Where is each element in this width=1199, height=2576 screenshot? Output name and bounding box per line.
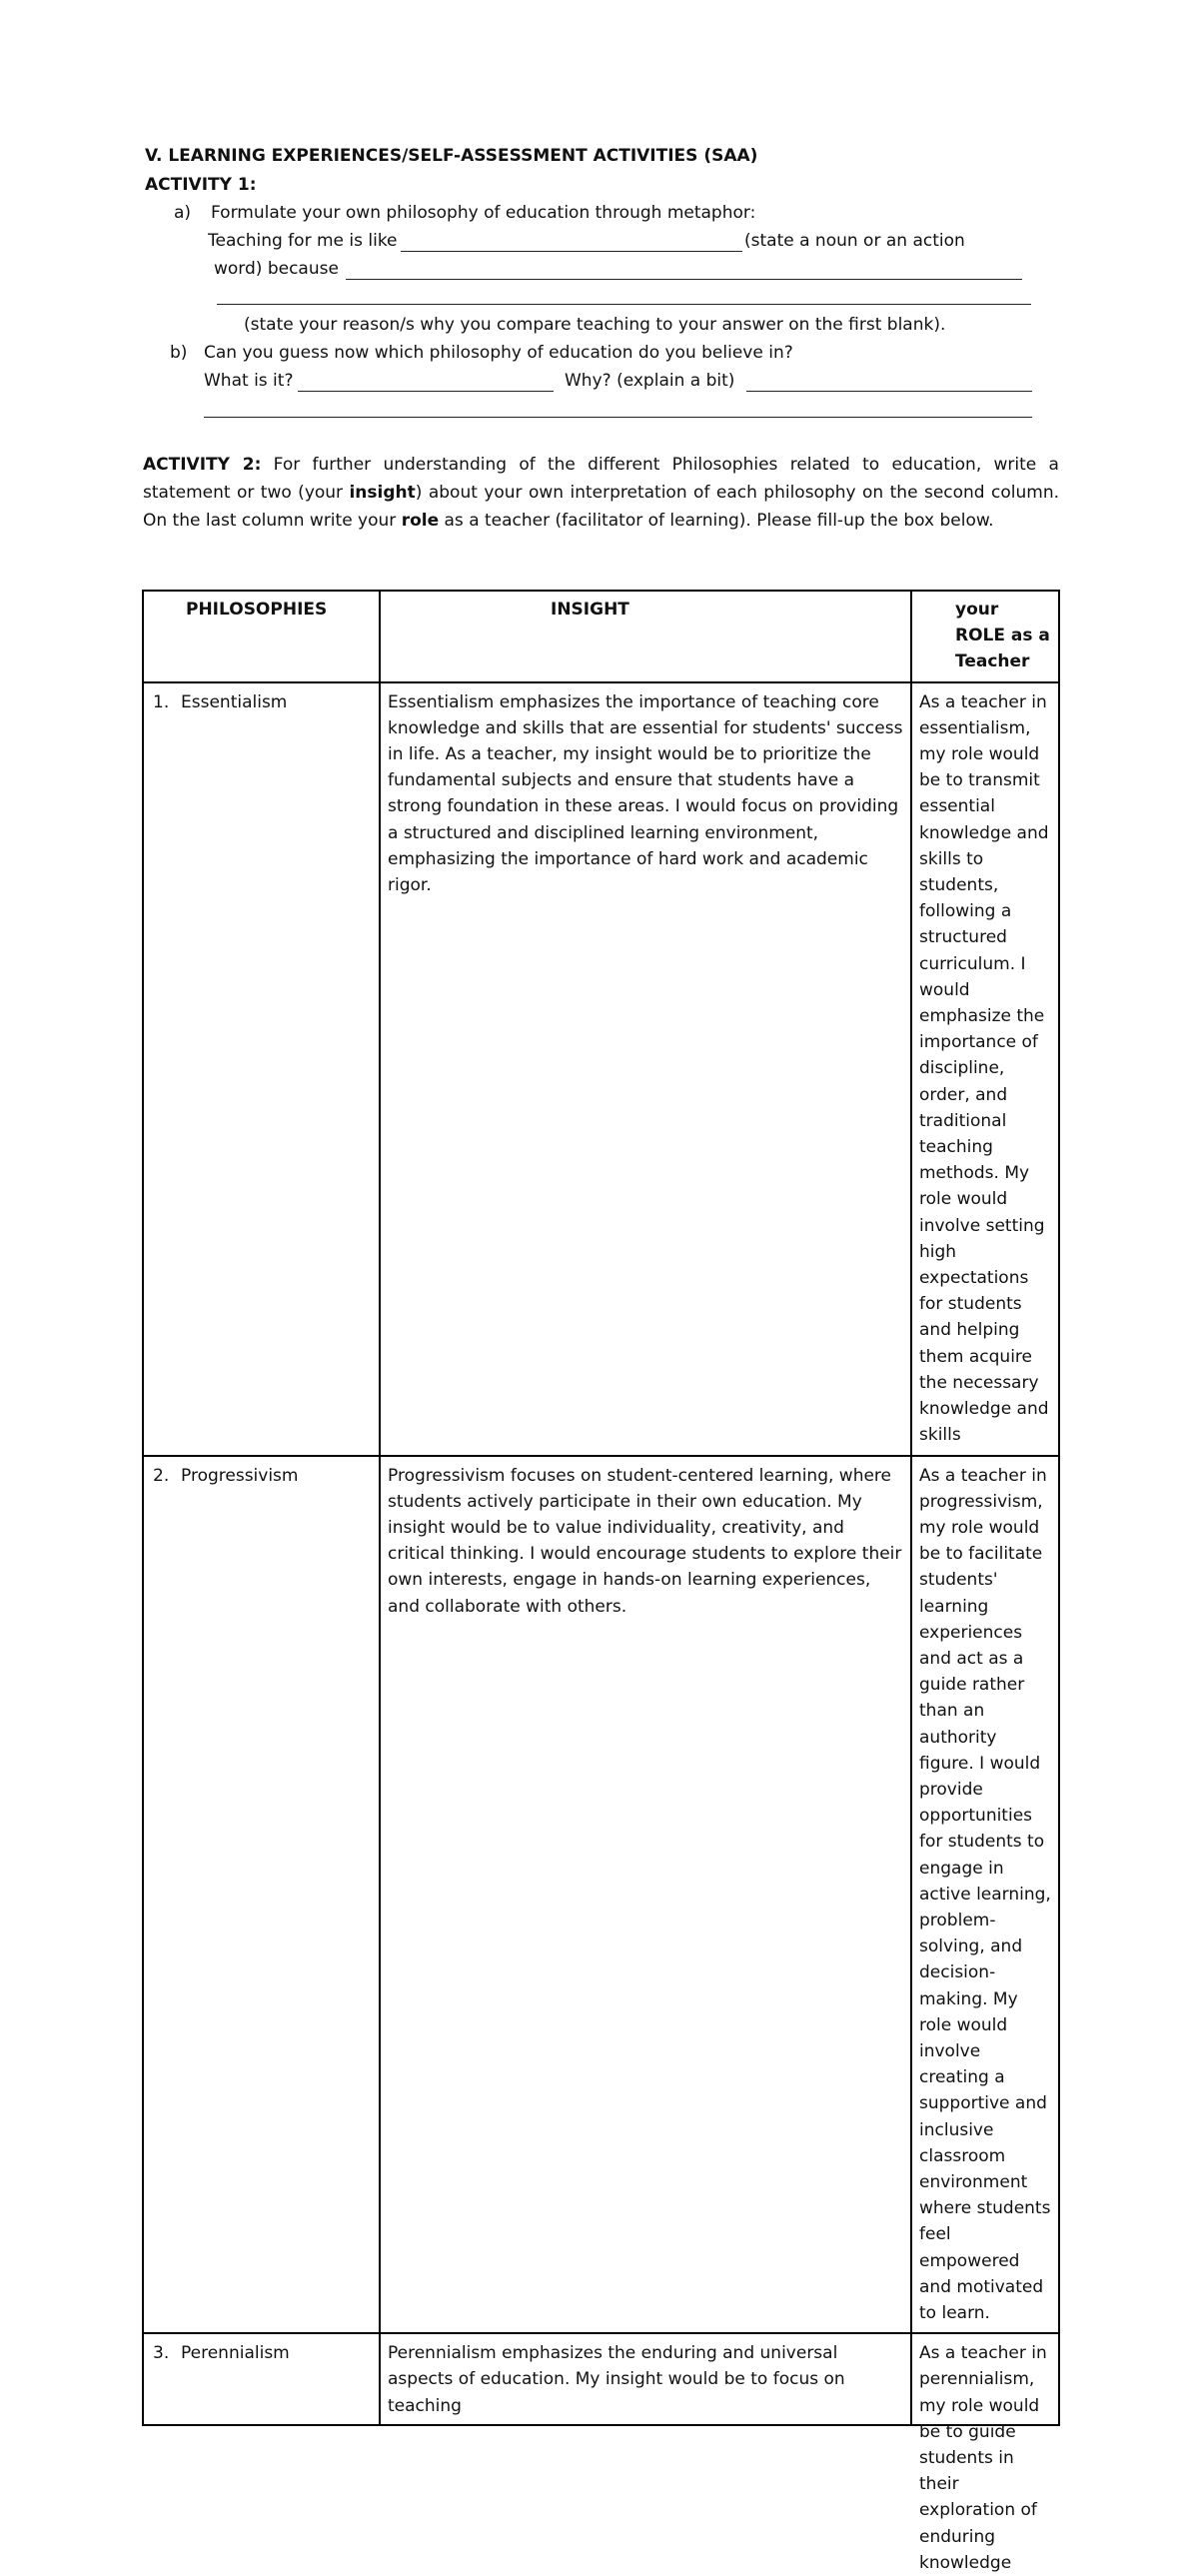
role-cell[interactable]: As a teacher in essentialism, my role would be to transmit essential knowledge and skills to students, following a structured curriculum. I would emphasize the importance of discipline, order, and traditional teaching methods. My role would involve setting high expectations for students and helping them acquire the necessary knowledge and skills: [911, 682, 1059, 1456]
header-insight: INSIGHT: [380, 591, 911, 682]
word-because: word) because: [214, 259, 339, 279]
row-number: 3.: [153, 2343, 170, 2364]
table-row: [143, 682, 1059, 1456]
insight-cell[interactable]: Essentialism emphasizes the importance of teaching core knowledge and skills that are essential for students' success in life. As a teacher, my insight would be to prioritize the fundamental subjects and ensure that students have a strong foundation in these areas. I would focus on providing a structured and disciplined learning environment, emphasizing the importance of hard work and academic rigor.: [380, 682, 911, 1456]
what-is-it-label: What is it?: [204, 371, 294, 391]
insight-text: Perennialism emphasizes the enduring and universal aspects of education. My insight would be to focus on teaching: [388, 2343, 845, 2416]
teaching-suffix: (state a noun or an action: [744, 231, 965, 251]
role-word: role: [401, 511, 440, 531]
insight-word: insight: [349, 483, 416, 503]
header-role: your ROLE as a Teacher: [911, 591, 1059, 682]
philosophy-name: Perennialism: [181, 2343, 290, 2364]
insight-cell[interactable]: Progressivism focuses on student-centered learning, where students actively participate in their own education. My insight would be to value individuality, creativity, and critical thinking. I would encourage students to explore their own interests, engage in hands-on learning experiences, and collaborate with others.: [380, 1456, 911, 2334]
philosophy-cell: [143, 682, 380, 1456]
activity2-paragraph: [143, 451, 1059, 535]
header-philosophies: PHILOSOPHIES: [143, 591, 380, 682]
item-b-text: Can you guess now which philosophy of education do you believe in?: [204, 343, 793, 363]
why-blank-1[interactable]: [746, 391, 1032, 392]
row-number: 1.: [153, 691, 170, 712]
section-title: V. LEARNING EXPERIENCES/SELF-ASSESSMENT ACTIVITIES (SAA): [145, 146, 758, 166]
role-cell[interactable]: [911, 2333, 1059, 2573]
item-a-text: Formulate your own philosophy of education through metaphor:: [211, 203, 756, 223]
philosophy-name: Progressivism: [181, 1465, 299, 1486]
table-row: [143, 2333, 1059, 2425]
table-row: [143, 1456, 1059, 2334]
philosophy-cell: [143, 1456, 380, 2334]
activity2-text-1: For further understanding of the different Philosophies related to education, write a statement or two (your: [143, 455, 1059, 503]
why-label: Why? (explain a bit): [565, 371, 735, 391]
item-a-marker: a): [174, 203, 192, 223]
insight-cell[interactable]: [380, 2333, 911, 2425]
philosophy-cell: [143, 2333, 380, 2425]
reason-note: (state your reason/s why you compare teaching to your answer on the first blank).: [244, 315, 946, 335]
item-b-marker: b): [170, 343, 188, 363]
role-text: As a teacher in perennialism, my role would be to guide students in their exploration of enduring knowledge: [919, 2343, 1047, 2573]
reason-blank-1[interactable]: [346, 279, 1022, 280]
why-blank-2[interactable]: [204, 417, 1032, 418]
philosophy-table: [142, 590, 1060, 2573]
activity2-text-2: ) about your own interpretation of each philosophy on the second column. On the last column write your: [143, 483, 1060, 531]
reason-blank-2[interactable]: [217, 304, 1031, 305]
metaphor-blank[interactable]: [401, 251, 742, 252]
philosophy-blank[interactable]: [298, 391, 554, 392]
activity2-label: ACTIVITY 2:: [143, 455, 262, 475]
role-cell[interactable]: As a teacher in progressivism, my role would be to facilitate students' learning experiences and act as a guide rather than an authority figure. I would provide opportunities for students to engage in active learning, problem-solving, and decision-making. My role would involve creating a supportive and inclusive classroom environment where students feel empowered and motivated to learn.: [911, 1456, 1059, 2334]
table-header-row: [143, 591, 1059, 682]
teaching-prefix: Teaching for me is like: [208, 231, 398, 251]
philosophy-name: Essentialism: [181, 691, 288, 712]
row-number: 2.: [153, 1465, 170, 1486]
activity1-label: ACTIVITY 1:: [145, 175, 257, 195]
activity2-text-3: as a teacher (facilitator of learning). Please fill-up the box below.: [439, 511, 994, 531]
